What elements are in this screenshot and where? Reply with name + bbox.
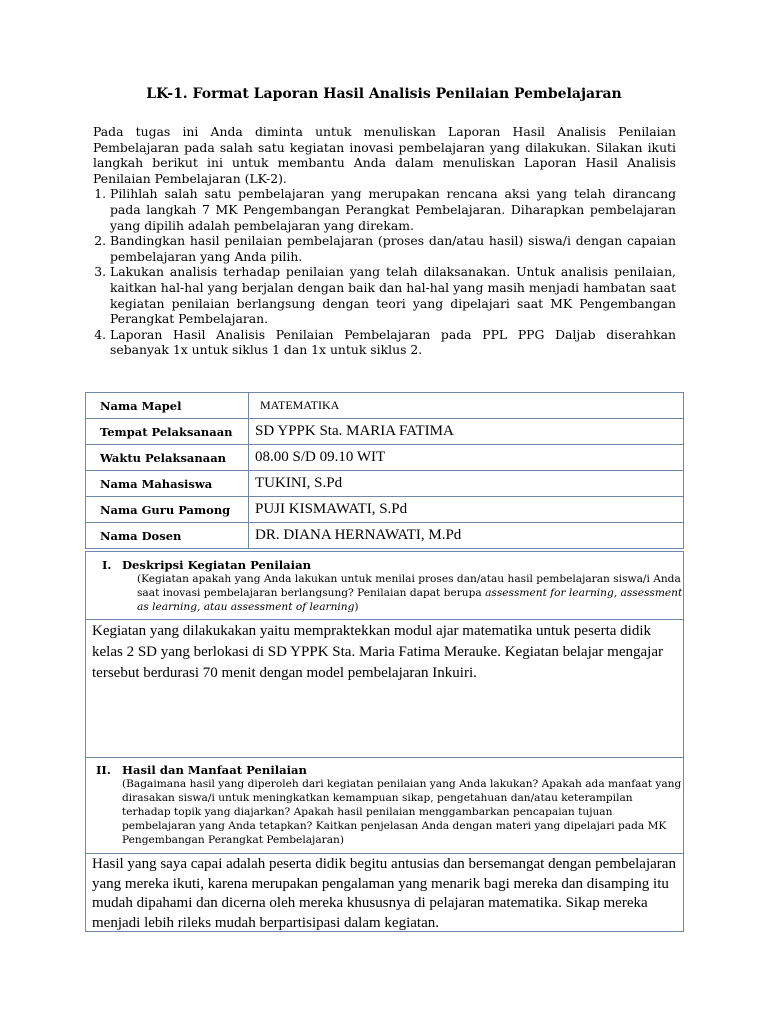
table-row	[86, 523, 684, 549]
value-nama-dosen: DR. DIANA HERNAWATI, M.Pd	[249, 523, 684, 549]
section1-description: (Kegiatan apakah yang Anda lakukan untuk menilai proses dan/atau hasil pembelajaran siswa/i Anda saat inovasi pembelajaran berlangsung? Penilaian dapat berupa assessment for learning, assessment as learning, atau assessment of learning)	[137, 573, 683, 613]
section1-number: I.	[102, 558, 112, 572]
section2-answer-box	[85, 853, 684, 932]
label-nama-mahasiswa: Nama Mahasiswa	[86, 471, 249, 497]
label-tempat-pelaksanaan: Tempat Pelaksanaan	[86, 419, 249, 445]
section2-header	[85, 757, 684, 854]
label-nama-mapel: Nama Mapel	[86, 393, 249, 419]
label-nama-dosen: Nama Dosen	[86, 523, 249, 549]
value-nama-guru-pamong: PUJI KISMAWATI, S.Pd	[249, 497, 684, 523]
table-row	[86, 497, 684, 523]
section1-answer: Kegiatan yang dilakukakan yaitu mempraktekkan modul ajar matematika untuk peserta didik kelas 2 SD yang berlokasi di SD YPPK Sta. Maria Fatima Merauke. Kegiatan belajar mengajar tersebut berdurasi 70 menit dengan model pembelajaran Inkuiri.	[92, 623, 663, 681]
table-row	[86, 393, 684, 419]
step-item: 1. Pilihlah salah satu pembelajaran yang merupakan rencana aksi yang telah dirancang pada langkah 7 MK Pengembangan Perangkat Pembelajaran. Diharapkan pembelajaran yang dipilih adalah pembelajaran yang direkam.	[110, 186, 676, 233]
step-item: 4. Laporan Hasil Analisis Penilaian Pembelajaran pada PPL PPG Daljab diserahkan sebanyak 1x untuk siklus 1 dan 1x untuk siklus 2.	[110, 327, 676, 358]
section1-answer-box	[85, 619, 684, 758]
intro-paragraph: Pada tugas ini Anda diminta untuk menuliskan Laporan Hasil Analisis Penilaian Pembelajaran pada salah satu kegiatan inovasi pembelajaran yang dilakukan. Silakan ikuti langkah berikut ini untuk membantu Anda dalam menuliskan Laporan Hasil Analisis Penilaian Pembelajaran (LK-2).	[93, 124, 676, 186]
section2-heading: Hasil dan Manfaat Penilaian	[122, 763, 307, 777]
steps-list	[93, 186, 676, 358]
section1-header	[85, 551, 684, 620]
section2-number: II.	[96, 763, 111, 777]
value-waktu-pelaksanaan: 08.00 S/D 09.10 WIT	[249, 445, 684, 471]
section2-description: (Bagaimana hasil yang diperoleh dari kegiatan penilaian yang Anda lakukan? Apakah ada manfaat yang dirasakan siswa/i untuk meningkatkan kemampuan sikap, pengetahuan dan/atau keterampilan terhadap topik yang diajarkan? Apakah hasil penilaian menggambarkan pencapaian tujuan pembelajaran yang Anda tetapkan? Kaitkan penjelasan Anda dengan materi yang dipelajari pada MK Pengembangan Perangkat Pembelajaran)	[122, 778, 682, 846]
table-row	[86, 471, 684, 497]
label-nama-guru-pamong: Nama Guru Pamong	[86, 497, 249, 523]
step-item: 3. Lakukan analisis terhadap penilaian yang telah dilaksanakan. Untuk analisis penilaian, kaitkan hal-hal yang berjalan dengan baik dan hal-hal yang masih menjadi hambatan saat kegiatan penilaian berlangsung dengan teori yang dipelajari saat MK Pengembangan Perangkat Pembelajaran.	[110, 264, 676, 326]
section1-heading: Deskripsi Kegiatan Penilaian	[122, 558, 312, 572]
document-title: LK-1. Format Laporan Hasil Analisis Penilaian Pembelajaran	[146, 86, 622, 102]
table-row	[86, 445, 684, 471]
value-nama-mapel: MATEMATIKA	[249, 393, 684, 419]
table-row	[86, 419, 684, 445]
label-waktu-pelaksanaan: Waktu Pelaksanaan	[86, 445, 249, 471]
info-table	[85, 392, 684, 549]
value-nama-mahasiswa: TUKINI, S.Pd	[249, 471, 684, 497]
section2-answer: Hasil yang saya capai adalah peserta didik begitu antusias dan bersemangat dengan pembelajaran yang mereka ikuti, karena merupakan pengalaman yang menarik bagi mereka dan disamping itu mudah dipahami dan dicerna oleh mereka khususnya di pelajaran matematika. Sikap mereka menjadi lebih rileks mudah berpartisipasi dalam kegiatan.	[92, 856, 676, 931]
value-tempat-pelaksanaan: SD YPPK Sta. MARIA FATIMA	[249, 419, 684, 445]
intro-section	[93, 124, 676, 358]
step-item: 2. Bandingkan hasil penilaian pembelajaran (proses dan/atau hasil) siswa/i dengan capaian pembelajaran yang Anda pilih.	[110, 233, 676, 264]
